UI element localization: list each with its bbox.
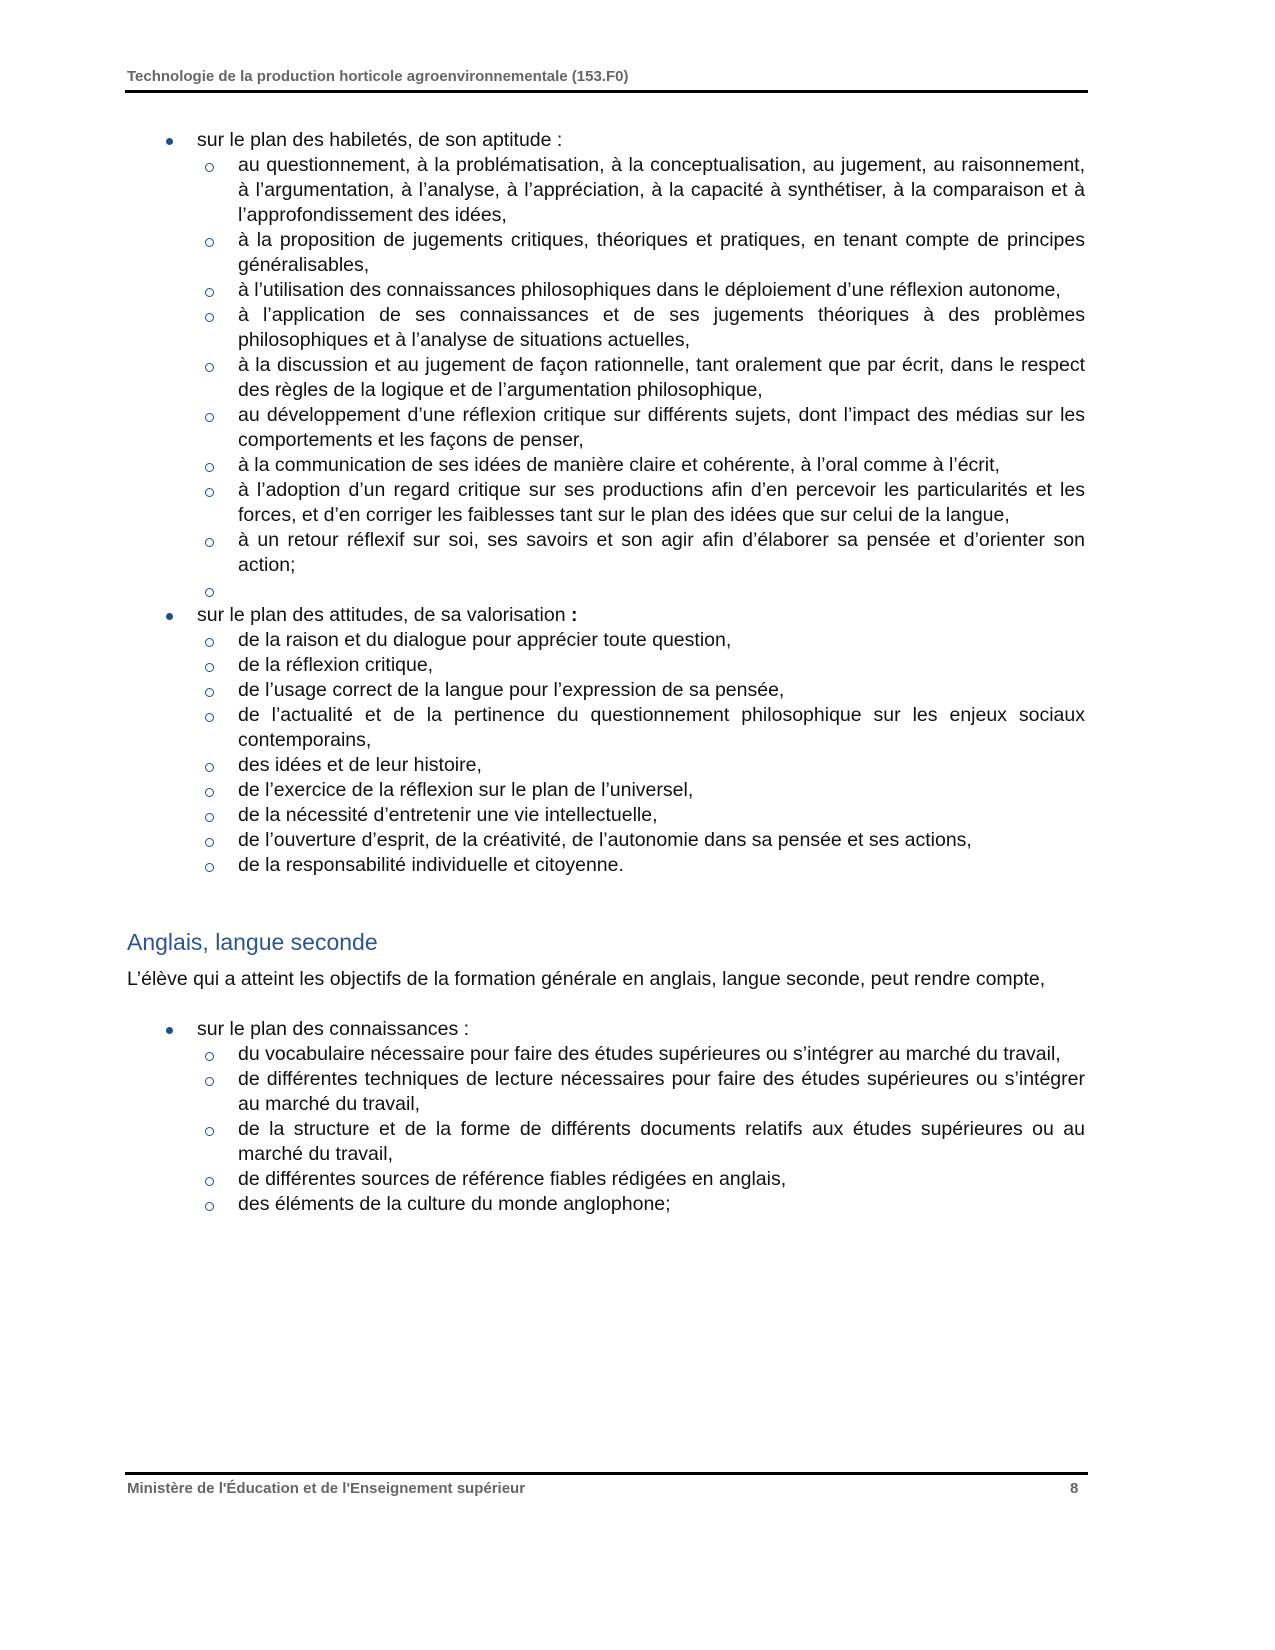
sub-list-item [238,1067,1085,1117]
sub-list-item [238,1167,1085,1192]
page-number: 8 [1070,1480,1079,1497]
sub-list-item [238,403,1085,453]
circle-bullet-icon [205,1177,214,1186]
sub-list-text: de la réflexion critique, [238,654,434,676]
header-rule [125,90,1088,93]
connaissances-list [127,1017,1085,1217]
sub-list-item [238,303,1085,353]
sub-list-text: des idées et de leur histoire, [238,754,482,776]
sub-list-text: de la raison et du dialogue pour apprécier toute question, [238,629,732,651]
sub-list-item [238,803,1085,828]
sub-list-text: du vocabulaire nécessaire pour faire des études supérieures ou s’intégrer au marché du travail, [238,1043,1061,1065]
list-label: sur le plan des connaissances : [197,1018,470,1040]
sub-list-text: à l’adoption d’un regard critique sur ses productions afin d’en percevoir les particularités et les forces, et d’en corriger les faiblesses tant sur le plan des idées que sur celui de la langue, [238,479,1085,526]
sub-list-text: à la proposition de jugements critiques, théoriques et pratiques, en tenant compte de principes généralisables, [238,229,1085,276]
colon: : [570,604,578,626]
sub-list-text: de la structure et de la forme de différents documents relatifs aux études supérieures ou au marché du travail, [238,1118,1085,1165]
list-label: sur le plan des attitudes, de sa valorisation [197,604,566,626]
sub-list-item [238,478,1085,528]
sub-list-text: à l’utilisation des connaissances philosophiques dans le déploiement d’une réflexion autonome, [238,279,1061,301]
sub-list-item [238,703,1085,753]
sub-list-item [238,1117,1085,1167]
circle-bullet-icon [205,838,214,847]
sub-list-text: de l’usage correct de la langue pour l’expression de sa pensée, [238,679,785,701]
footer-text: Ministère de l'Éducation et de l'Enseignement supérieur [127,1480,526,1497]
list-item-connaissances [197,1017,1085,1217]
circle-bullet-icon [205,363,214,372]
circle-bullet-icon [205,863,214,872]
sub-list-item [238,278,1085,303]
sub-list-item [238,653,1085,678]
circle-bullet-icon [205,238,214,247]
sub-list-text: de la nécessité d’entretenir une vie intellectuelle, [238,804,658,826]
section-heading: Anglais, langue seconde [127,929,378,955]
page-content [127,128,1085,1217]
sub-list-text: à la communication de ses idées de manière claire et cohérente, à l’oral comme à l’écrit, [238,454,1000,476]
sub-list-text: à l’application de ses connaissances et de ses jugements théoriques à des problèmes philosophiques et à l’analyse de situations actuelles, [238,304,1085,351]
sub-list-text: de l’actualité et de la pertinence du questionnement philosophique sur les enjeux sociaux contemporains, [238,704,1085,751]
connaissances-sublist [197,1042,1085,1217]
sub-list-text: des éléments de la culture du monde anglophone; [238,1193,671,1215]
sub-list-item [238,678,1085,703]
circle-bullet-icon [205,1077,214,1086]
sub-list-text: de l’ouverture d’esprit, de la créativité, de l’autonomie dans sa pensée et ses actions, [238,829,972,851]
sub-list-item [238,628,1085,653]
circle-bullet-icon [205,763,214,772]
sub-list-text: au questionnement, à la problématisation, à la conceptualisation, au jugement, au raisonnement, à l’argumentation, à l’analyse, à l’appréciation, à la capacité à synthétiser, à la comparaison et à l’approfondissement des idées, [238,154,1085,226]
sub-list-text: de différentes techniques de lecture nécessaires pour faire des études supérieures ou s’intégrer au marché du travail, [238,1068,1085,1115]
circle-bullet-icon [205,1052,214,1061]
circle-bullet-icon [205,463,214,472]
bullet-icon [166,138,173,145]
sub-list-text: à la discussion et au jugement de façon rationnelle, tant oralement que par écrit, dans le respect des règles de la logique et de l’argumentation philosophique, [238,354,1085,401]
sub-list-item [238,1192,1085,1217]
sub-list-item [238,1042,1085,1067]
circle-bullet-icon [205,713,214,722]
habiletes-list [127,128,1085,878]
section-intro: L’élève qui a atteint les objectifs de la formation générale en anglais, langue seconde, peut rendre compte, [127,968,1046,990]
sub-list-text: de l’exercice de la réflexion sur le plan de l’universel, [238,779,694,801]
sub-list-text: au développement d’une réflexion critique sur différents sujets, dont l’impact des médias sur les comportements et les façons de penser, [238,404,1085,451]
circle-bullet-icon [205,288,214,297]
circle-bullet-icon [205,638,214,647]
sub-list-text: à un retour réflexif sur soi, ses savoirs et son agir afin d’élaborer sa pensée et d’orienter son action; [238,529,1085,576]
circle-bullet-icon [205,1127,214,1136]
attitudes-sublist [197,628,1085,878]
sub-list-item [238,828,1085,853]
circle-bullet-icon [205,313,214,322]
circle-bullet-icon [205,813,214,822]
list-label: sur le plan des habiletés, de son aptitude : [197,129,563,151]
footer-rule [125,1472,1088,1475]
running-header: Technologie de la production horticole agroenvironnementale (153.F0) [127,68,629,85]
sub-list-item [238,228,1085,278]
circle-bullet-icon [205,688,214,697]
circle-bullet-icon [205,588,214,597]
circle-bullet-icon [205,663,214,672]
circle-bullet-icon [205,788,214,797]
sub-list-text: de différentes sources de référence fiables rédigées en anglais, [238,1168,787,1190]
circle-bullet-icon [205,413,214,422]
sub-list-item [238,853,1085,878]
sub-list-item [238,578,1085,603]
bullet-icon [166,613,173,620]
sub-list-item [238,528,1085,578]
bullet-icon [166,1027,173,1034]
list-item-habiletes [197,128,1085,603]
circle-bullet-icon [205,488,214,497]
sub-list-text: de la responsabilité individuelle et citoyenne. [238,854,624,876]
list-item-attitudes [197,603,1085,878]
circle-bullet-icon [205,538,214,547]
sub-list-item [238,153,1085,228]
circle-bullet-icon [205,163,214,172]
sub-list-item [238,353,1085,403]
habiletes-sublist [197,153,1085,603]
sub-list-item [238,753,1085,778]
sub-list-item [238,778,1085,803]
circle-bullet-icon [205,1202,214,1211]
sub-list-item [238,453,1085,478]
